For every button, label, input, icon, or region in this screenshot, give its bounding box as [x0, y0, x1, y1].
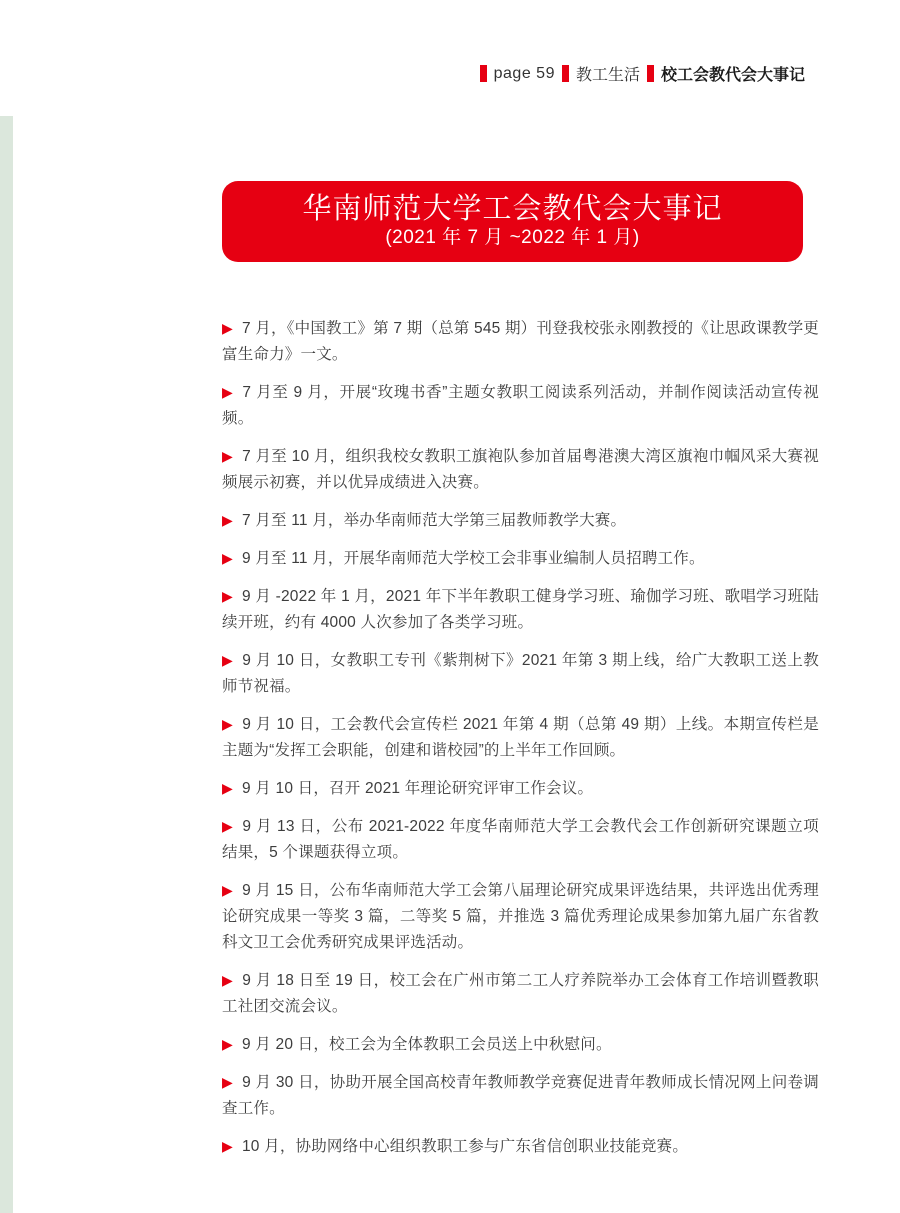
event-item	[222, 814, 819, 866]
event-text: 9 月 13 日，公布 2021-2022 年度华南师范大学工会教代会工作创新研究课题立项结果，5 个课题获得立项。	[222, 818, 820, 861]
event-text: 9 月 10 日，女教职工专刊《紫荆树下》2021 年第 3 期上线，给广大教职工送上教师节祝福。	[222, 652, 819, 695]
running-header	[480, 62, 805, 85]
banner-title: 华南师范大学工会教代会大事记	[302, 193, 723, 226]
event-text: 10 月，协助网络中心组织教职工参与广东省信创职业技能竞赛。	[241, 1138, 689, 1155]
triangle-bullet-icon: ▶	[222, 883, 234, 899]
event-text: 9 月 18 日至 19 日，校工会在广州市第二工人疗养院举办工会体育工作培训暨教职工社团交流会议。	[222, 972, 819, 1015]
triangle-bullet-icon: ▶	[222, 781, 233, 797]
event-item	[222, 648, 819, 700]
event-item	[222, 546, 819, 572]
triangle-bullet-icon: ▶	[222, 449, 234, 465]
event-item	[222, 1032, 819, 1058]
triangle-bullet-icon: ▶	[222, 973, 234, 989]
event-item	[222, 316, 819, 368]
triangle-bullet-icon: ▶	[222, 589, 233, 605]
left-accent-strip	[0, 116, 13, 1213]
event-item	[222, 712, 819, 764]
event-text: 7 月至 9 月，开展“玫瑰书香”主题女教职工阅读系列活动，并制作阅读活动宣传视频。	[222, 384, 819, 427]
triangle-bullet-icon: ▶	[222, 717, 234, 733]
triangle-bullet-icon: ▶	[222, 819, 234, 835]
triangle-bullet-icon: ▶	[222, 1075, 234, 1091]
event-list	[222, 316, 819, 1172]
event-text: 9 月至 11 月，开展华南师范大学校工会非事业编制人员招聘工作。	[241, 550, 705, 567]
triangle-bullet-icon: ▶	[222, 385, 234, 401]
event-item	[222, 1134, 819, 1160]
event-text: 9 月 15 日，公布华南师范大学工会第八届理论研究成果评选结果，共评选出优秀理论研究成果一等奖 3 篇，二等奖 5 篇，并推选 3 篇优秀理论成果参加第九届广东省教科文卫工会优秀研究成果评选活动。	[222, 882, 819, 951]
event-item	[222, 776, 819, 802]
triangle-bullet-icon: ▶	[222, 551, 233, 567]
event-text: 9 月 10 日，召开 2021 年理论研究评审工作会议。	[241, 780, 594, 797]
title-banner	[222, 181, 803, 262]
red-bar-icon	[647, 65, 654, 82]
event-text: 9 月 10 日，工会教代会宣传栏 2021 年第 4 期（总第 49 期）上线。本期宣传栏是主题为“发挥工会职能，创建和谐校园”的上半年工作回顾。	[222, 716, 819, 759]
section-title: 教工生活	[575, 67, 640, 84]
event-item	[222, 584, 819, 636]
event-item	[222, 444, 819, 496]
page-number: page 59	[493, 64, 555, 82]
event-text: 9 月 20 日，校工会为全体教职工会员送上中秋慰问。	[241, 1036, 612, 1053]
event-item	[222, 968, 819, 1020]
banner-date-range: (2021 年 7 月 ~2022 年 1 月)	[385, 227, 640, 248]
triangle-bullet-icon: ▶	[222, 321, 233, 337]
triangle-bullet-icon: ▶	[222, 1139, 233, 1155]
triangle-bullet-icon: ▶	[222, 513, 233, 529]
event-text: 7 月至 10 月，组织我校女教职工旗袍队参加首届粤港澳大湾区旗袍巾帼风采大赛视频展示初赛，并以优异成绩进入决赛。	[222, 448, 819, 491]
event-item	[222, 1070, 819, 1122]
event-item	[222, 380, 819, 432]
event-text: 7 月，《中国教工》第 7 期（总第 545 期）刊登我校张永刚教授的《让思政课教学更富生命力》一文。	[222, 320, 819, 363]
event-text: 9 月 30 日，协助开展全国高校青年教师教学竞赛促进青年教师成长情况网上问卷调查工作。	[222, 1074, 819, 1117]
article-title: 校工会教代会大事记	[660, 67, 805, 84]
red-bar-icon	[562, 65, 569, 82]
triangle-bullet-icon: ▶	[222, 653, 234, 669]
event-item	[222, 878, 819, 956]
triangle-bullet-icon: ▶	[222, 1037, 233, 1053]
event-text: 9 月 -2022 年 1 月，2021 年下半年教职工健身学习班、瑜伽学习班、歌唱学习班陆续开班，约有 4000 人次参加了各类学习班。	[222, 588, 819, 631]
event-item	[222, 508, 819, 534]
event-text: 7 月至 11 月，举办华南师范大学第三届教师教学大赛。	[241, 512, 627, 529]
red-bar-icon	[480, 65, 487, 82]
